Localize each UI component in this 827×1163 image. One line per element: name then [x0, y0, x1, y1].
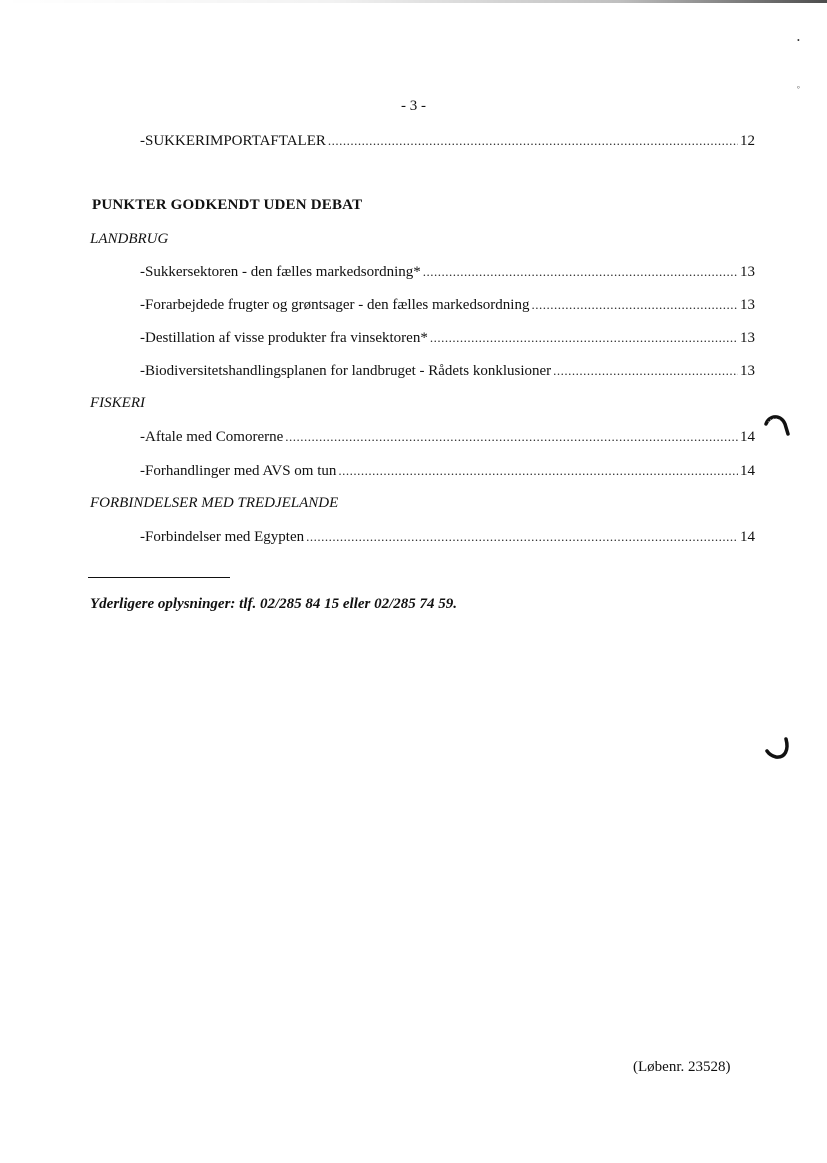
category-heading-landbrug: LANDBRUG [90, 231, 169, 247]
toc-page-ref: 13 [740, 297, 755, 313]
toc-page-ref: 14 [740, 429, 755, 445]
toc-page-ref: 13 [740, 363, 755, 379]
footnote-divider [88, 577, 230, 578]
toc-entry-title: -Destillation af visse produkter fra vinsektoren* [140, 330, 428, 346]
toc-entry-title: -Biodiversitetshandlingsplanen for landbruget - Rådets konklusioner [140, 363, 552, 379]
toc-entry-forarbejdede-frugter[interactable] [140, 297, 755, 314]
dot-leader [285, 429, 738, 445]
toc-entry-sukkersektoren[interactable] [140, 264, 755, 281]
dot-leader [430, 330, 738, 346]
toc-entry-destillation[interactable] [140, 330, 755, 347]
dot-leader [338, 463, 738, 479]
toc-entry-title: -SUKKERIMPORTAFTALER [140, 133, 326, 149]
toc-entry-egypten[interactable] [140, 529, 755, 546]
toc-page-ref: 14 [740, 463, 755, 479]
punch-hole-mark-icon [764, 736, 792, 769]
page-number: - 3 - [401, 98, 426, 114]
category-heading-tredjelande: FORBINDELSER MED TREDJELANDE [90, 495, 339, 511]
scan-speck: ° [797, 85, 800, 93]
toc-entry-biodiversitet[interactable] [140, 363, 755, 380]
scan-speck: • [797, 36, 800, 45]
contact-info: Yderligere oplysninger: tlf. 02/285 84 15 eller 02/285 74 59. [90, 596, 458, 612]
toc-entry-comorerne[interactable] [140, 429, 755, 446]
approved-items-heading: PUNKTER GODKENDT UDEN DEBAT [92, 197, 363, 213]
dot-leader [423, 264, 738, 280]
dot-leader [328, 133, 738, 149]
punch-hole-mark-icon [762, 412, 790, 445]
serial-number: (Løbenr. 23528) [633, 1059, 731, 1075]
toc-entry-title: -Aftale med Comorerne [140, 429, 284, 445]
dot-leader [306, 529, 738, 545]
dot-leader [553, 363, 738, 379]
toc-entry-title: -Sukkersektoren - den fælles markedsordning* [140, 264, 421, 280]
toc-page-ref: 13 [740, 330, 755, 346]
toc-page-ref: 13 [740, 264, 755, 280]
category-heading-fiskeri: FISKERI [90, 395, 145, 411]
toc-entry-avs-tun[interactable] [140, 463, 755, 480]
toc-entry-title: -Forarbejdede frugter og grøntsager - den fælles markedsordning [140, 297, 530, 313]
toc-entry-title: -Forbindelser med Egypten [140, 529, 305, 545]
toc-page-ref: 12 [740, 133, 755, 149]
toc-entry-sukkerimportaftaler[interactable] [140, 133, 755, 150]
scan-edge-line [0, 0, 827, 3]
toc-entry-title: -Forhandlinger med AVS om tun [140, 463, 337, 479]
toc-page-ref: 14 [740, 529, 755, 545]
dot-leader [531, 297, 738, 313]
